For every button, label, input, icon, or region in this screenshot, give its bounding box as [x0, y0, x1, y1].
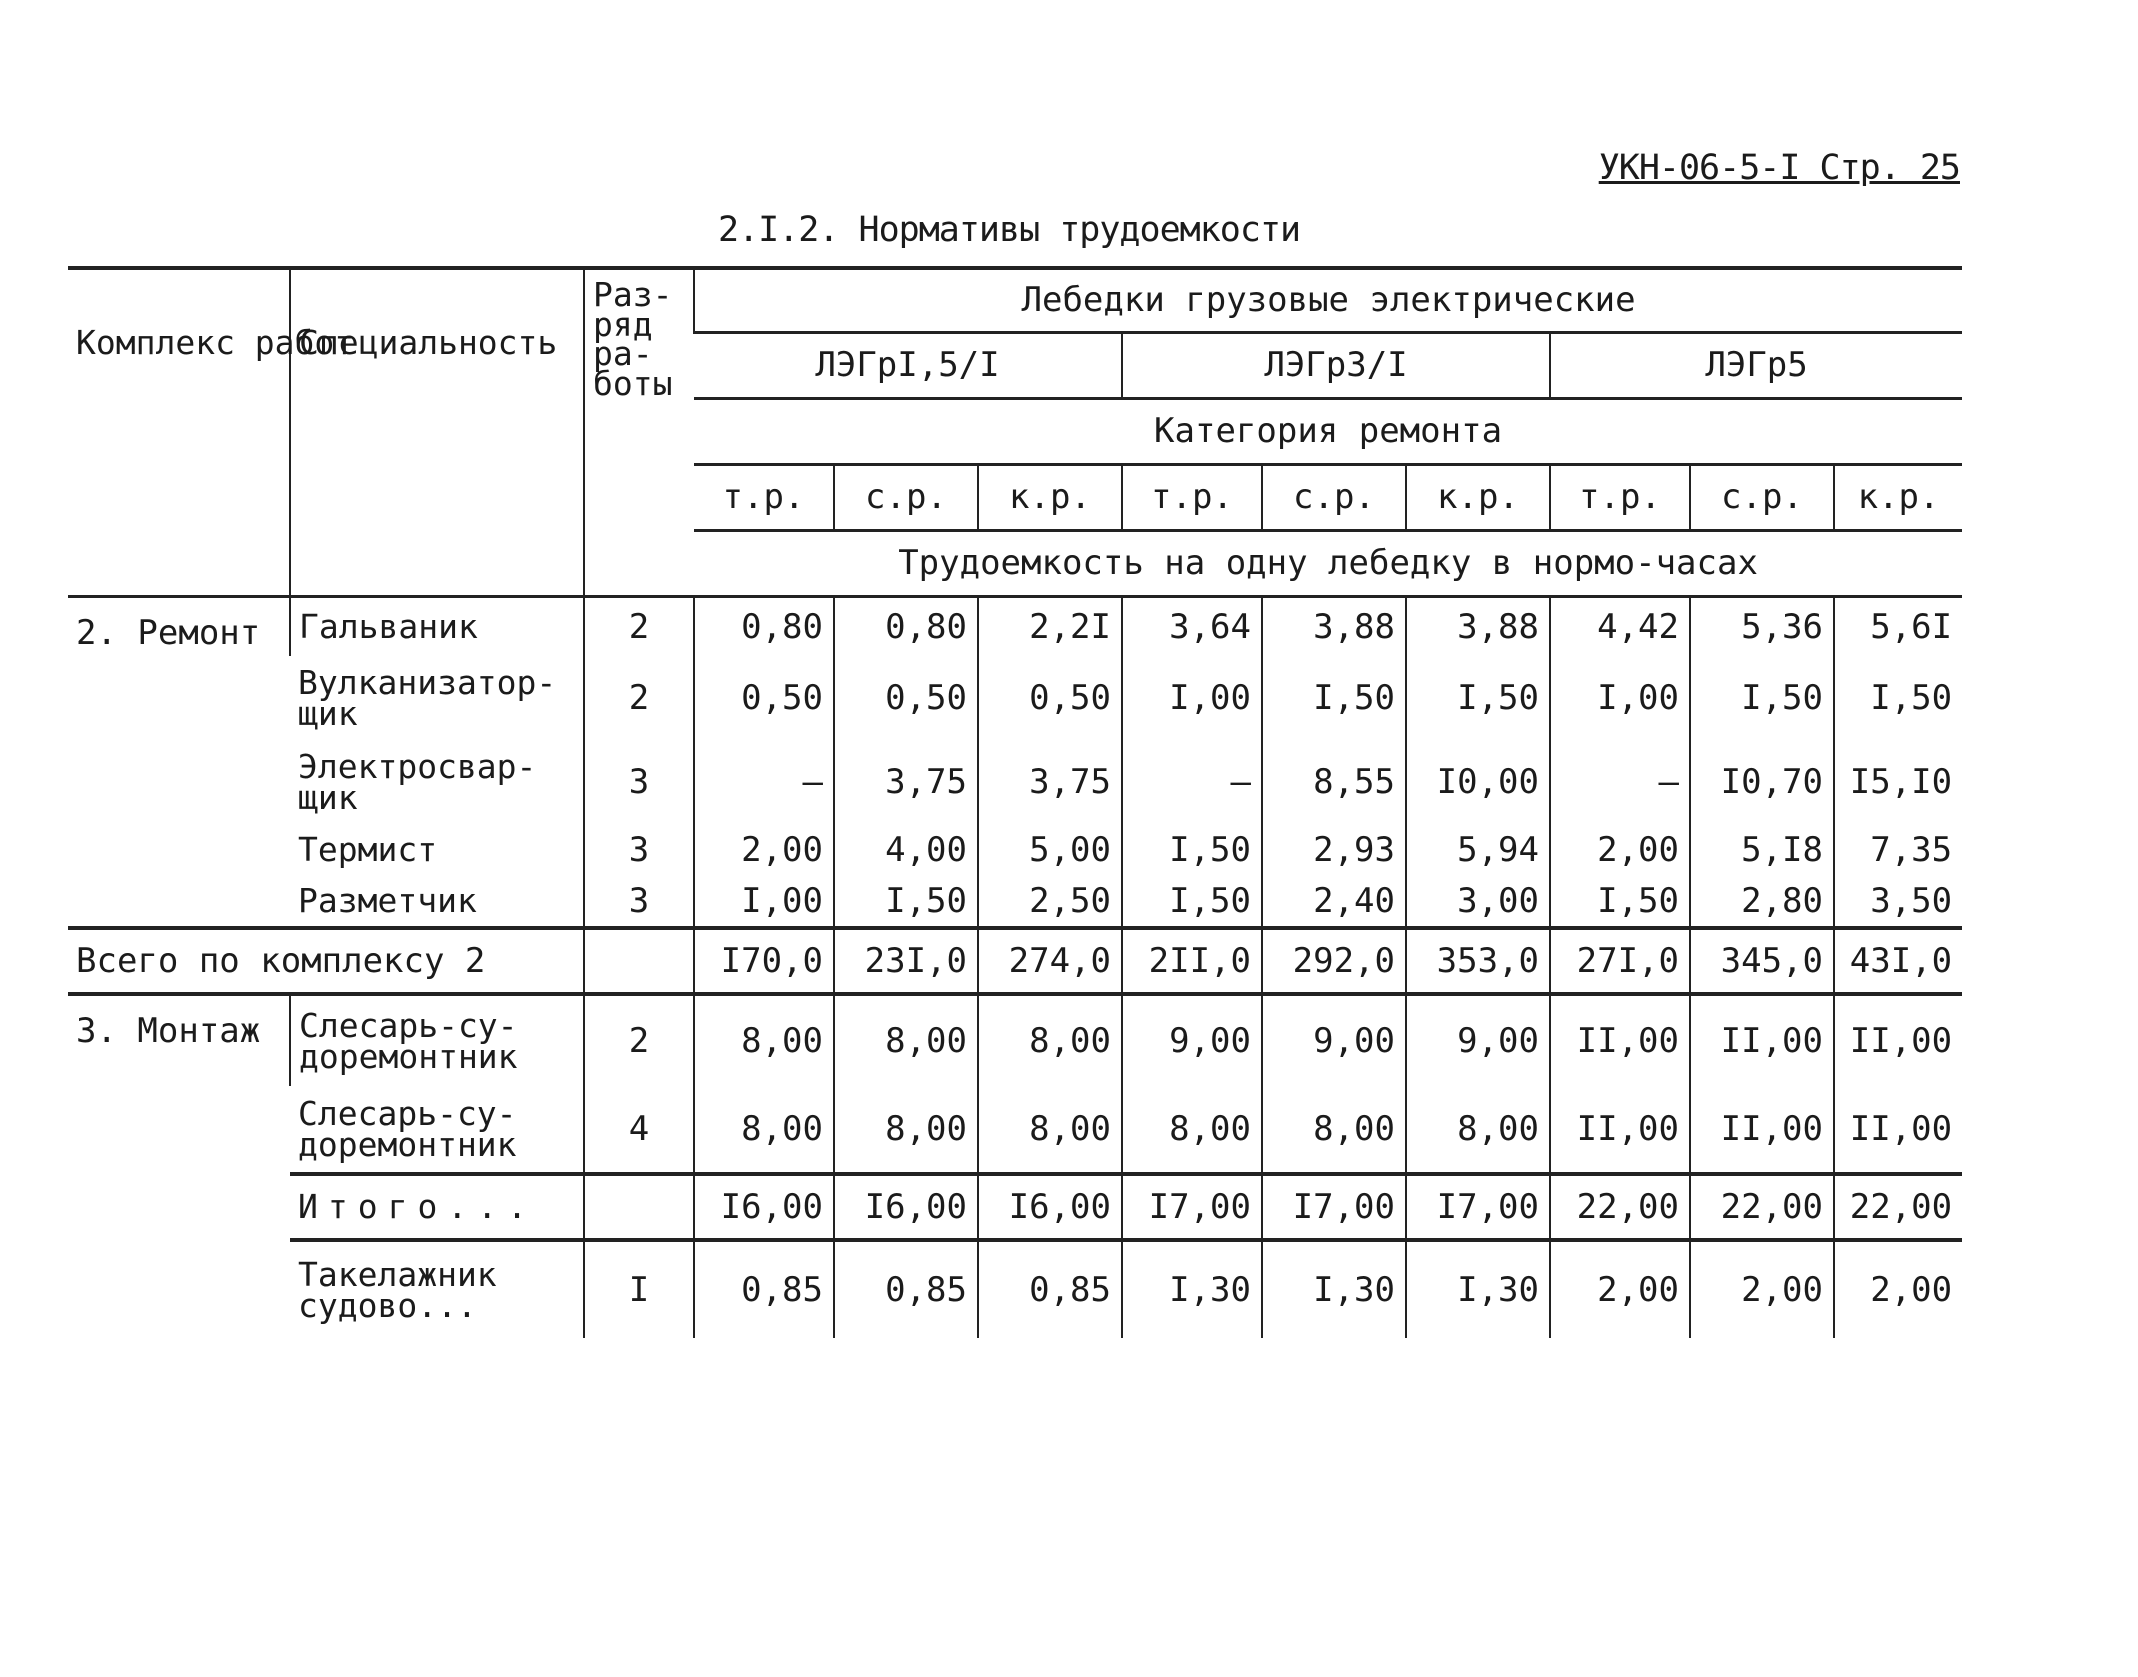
value-cell: 2,93 [1262, 824, 1406, 876]
header-category-title: Категория ремонта [694, 398, 1962, 464]
value-cell: II,00 [1550, 1086, 1690, 1174]
value-cell: 2,2I [978, 596, 1122, 656]
rank-cell: 2 [584, 994, 694, 1086]
rank-cell: 2 [584, 656, 694, 740]
value-cell: 0,50 [834, 656, 978, 740]
value-cell: I,50 [1262, 656, 1406, 740]
total-value: 27I,0 [1550, 928, 1690, 994]
header-category: к.р. [978, 464, 1122, 530]
rank-cell: 3 [584, 824, 694, 876]
value-cell: 3,00 [1406, 876, 1550, 928]
value-cell: I,00 [1122, 656, 1262, 740]
value-cell: 3,50 [1834, 876, 1962, 928]
value-cell: 9,00 [1122, 994, 1262, 1086]
value-cell: 2,00 [1834, 1240, 1962, 1338]
value-cell: 2,80 [1690, 876, 1834, 928]
value-cell: 8,55 [1262, 740, 1406, 824]
header-category: т.р. [1122, 464, 1262, 530]
rank-cell: 4 [584, 1086, 694, 1174]
rank-cell: 3 [584, 876, 694, 928]
rank-cell: 2 [584, 596, 694, 656]
section-label-repair: 2. Ремонт [76, 612, 261, 653]
labor-norms-table [68, 266, 1962, 1338]
value-cell: I,30 [1262, 1240, 1406, 1338]
header-model-2: ЛЭГр3/I [1122, 332, 1550, 398]
subtotal-value: 22,00 [1690, 1174, 1834, 1240]
value-cell: 8,00 [1406, 1086, 1550, 1174]
value-cell: 5,00 [978, 824, 1122, 876]
value-cell: 7,35 [1834, 824, 1962, 876]
subtotal-value: I7,00 [1122, 1174, 1262, 1240]
value-cell: I,50 [1122, 876, 1262, 928]
header-kompleks: Комплекс работ [68, 268, 290, 596]
table-row [68, 824, 1962, 876]
value-cell: I5,I0 [1834, 740, 1962, 824]
value-cell: II,00 [1550, 994, 1690, 1086]
value-cell: II,00 [1690, 1086, 1834, 1174]
rank-cell: I [584, 1240, 694, 1338]
value-cell: 0,80 [834, 596, 978, 656]
value-cell: 8,00 [978, 994, 1122, 1086]
value-cell: I,30 [1406, 1240, 1550, 1338]
header-category: т.р. [1550, 464, 1690, 530]
value-cell: I0,70 [1690, 740, 1834, 824]
value-cell: 5,36 [1690, 596, 1834, 656]
header-model-3: ЛЭГр5 [1550, 332, 1962, 398]
value-cell: 5,94 [1406, 824, 1550, 876]
spec-cell: Электросвар-щик [298, 746, 537, 817]
value-cell: 2,00 [1690, 1240, 1834, 1338]
table-row [68, 876, 1962, 928]
total-value: 43I,0 [1834, 928, 1962, 994]
value-cell: 3,64 [1122, 596, 1262, 656]
rank-cell-empty [584, 928, 694, 994]
spec-cell: Разметчик [298, 881, 477, 921]
spec-cell: Вулканизатор-щик [298, 662, 557, 733]
value-cell: 3,75 [978, 740, 1122, 824]
subtotal-label: Итого... [290, 1174, 584, 1240]
value-cell: I,00 [1550, 656, 1690, 740]
value-cell: 8,00 [834, 1086, 978, 1174]
value-cell: 8,00 [1262, 1086, 1406, 1174]
total-value: 23I,0 [834, 928, 978, 994]
value-cell: 9,00 [1406, 994, 1550, 1086]
subtotal-value: I6,00 [694, 1174, 834, 1240]
table-row [68, 994, 1962, 1086]
value-cell: 4,42 [1550, 596, 1690, 656]
table-row [68, 1086, 1962, 1174]
value-cell: – [1550, 740, 1690, 824]
value-cell: 2,00 [694, 824, 834, 876]
header-category: с.р. [1262, 464, 1406, 530]
value-cell: I,30 [1122, 1240, 1262, 1338]
value-cell: 8,00 [1122, 1086, 1262, 1174]
value-cell: 8,00 [978, 1086, 1122, 1174]
rank-cell: 3 [584, 740, 694, 824]
spec-cell: Такелажник судово... [298, 1254, 497, 1325]
total-value: 345,0 [1690, 928, 1834, 994]
value-cell: 5,6I [1834, 596, 1962, 656]
section-title: 2.I.2. Нормативы трудоемкости [718, 210, 1301, 250]
header-model-1: ЛЭГрI,5/I [694, 332, 1122, 398]
value-cell: – [694, 740, 834, 824]
table-row [68, 596, 1962, 656]
total-value: 353,0 [1406, 928, 1550, 994]
spec-cell: Термист [298, 830, 438, 870]
value-cell: 2,00 [1550, 1240, 1690, 1338]
spec-cell: Слесарь-су-доремонтник [290, 994, 584, 1086]
value-cell: 9,00 [1262, 994, 1406, 1086]
value-cell: – [1122, 740, 1262, 824]
value-cell: 0,50 [978, 656, 1122, 740]
header-category: с.р. [834, 464, 978, 530]
header-units-title: Трудоемкость на одну лебедку в нормо-часах [694, 530, 1962, 596]
subtotal-value: I7,00 [1406, 1174, 1550, 1240]
header-category: т.р. [694, 464, 834, 530]
value-cell: 3,75 [834, 740, 978, 824]
value-cell: 0,50 [694, 656, 834, 740]
section-label-mounting: 3. Монтаж [76, 1011, 261, 1051]
value-cell: 2,40 [1262, 876, 1406, 928]
header-row-group [68, 268, 1962, 332]
total-value: I70,0 [694, 928, 834, 994]
value-cell: 8,00 [834, 994, 978, 1086]
spec-cell: Слесарь-су-доремонтник [298, 1093, 517, 1164]
total-value: 274,0 [978, 928, 1122, 994]
spec-cell: Гальваник [290, 596, 584, 656]
subtotal-value: 22,00 [1550, 1174, 1690, 1240]
header-category: к.р. [1834, 464, 1962, 530]
value-cell: I,50 [1550, 876, 1690, 928]
value-cell: I0,00 [1406, 740, 1550, 824]
value-cell: I,50 [1690, 656, 1834, 740]
value-cell: 2,00 [1550, 824, 1690, 876]
value-cell: II,00 [1834, 1086, 1962, 1174]
value-cell: 2,50 [978, 876, 1122, 928]
subtotal-value: I6,00 [834, 1174, 978, 1240]
value-cell: I,00 [694, 876, 834, 928]
value-cell: 4,00 [834, 824, 978, 876]
value-cell: 5,I8 [1690, 824, 1834, 876]
value-cell: I,50 [834, 876, 978, 928]
header-razryad: Раз-ряд ра-боты [584, 268, 694, 596]
table-row [68, 656, 1962, 740]
table-row [68, 1240, 1962, 1338]
value-cell: I,50 [1834, 656, 1962, 740]
value-cell: 0,85 [694, 1240, 834, 1338]
header-specialnost: Специальность [290, 268, 584, 596]
header-category: к.р. [1406, 464, 1550, 530]
value-cell: 3,88 [1262, 596, 1406, 656]
value-cell: II,00 [1690, 994, 1834, 1086]
total-row [68, 928, 1962, 994]
total-label: Всего по комплексу 2 [68, 928, 584, 994]
value-cell: 3,88 [1406, 596, 1550, 656]
subtotal-row [68, 1174, 1962, 1240]
rank-cell-empty [584, 1174, 694, 1240]
value-cell: II,00 [1834, 994, 1962, 1086]
header-group-title: Лебедки грузовые электрические [694, 268, 1962, 332]
value-cell: 0,80 [694, 596, 834, 656]
total-value: 2II,0 [1122, 928, 1262, 994]
subtotal-value: I7,00 [1262, 1174, 1406, 1240]
value-cell: I,50 [1122, 824, 1262, 876]
table-row [68, 740, 1962, 824]
header-category: с.р. [1690, 464, 1834, 530]
value-cell: 8,00 [694, 1086, 834, 1174]
total-value: 292,0 [1262, 928, 1406, 994]
value-cell: 0,85 [978, 1240, 1122, 1338]
page-reference: УКН-06-5-I Стр. 25 [1598, 148, 1960, 188]
value-cell: 0,85 [834, 1240, 978, 1338]
value-cell: I,50 [1406, 656, 1550, 740]
subtotal-value: I6,00 [978, 1174, 1122, 1240]
subtotal-value: 22,00 [1834, 1174, 1962, 1240]
value-cell: 8,00 [694, 994, 834, 1086]
